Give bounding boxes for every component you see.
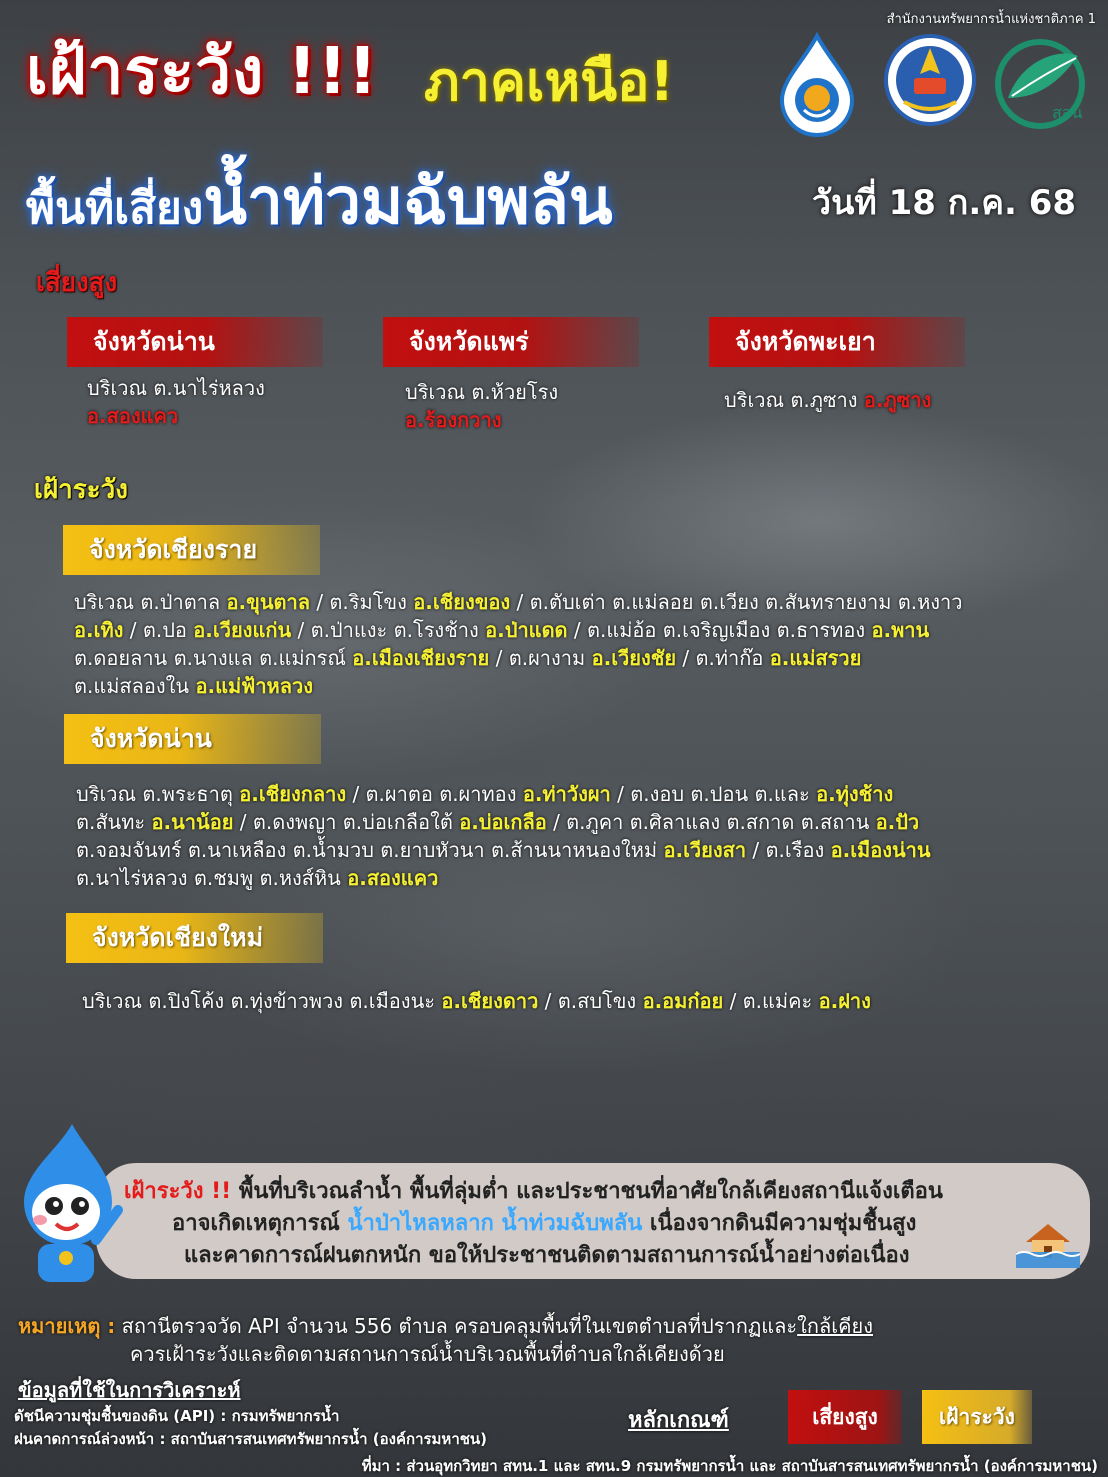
data-used-heading: ข้อมูลที่ใช้ในการวิเคราะห์ — [18, 1378, 241, 1402]
district-name: อ.เมืองน่าน — [830, 838, 931, 862]
subdistrict-text: / ต.งอบ ต.ปอน ต.และ — [610, 782, 817, 806]
title-area-main: น้ำท่วมฉับพลัน — [203, 165, 613, 239]
subdistrict-text: บริเวณ ต.ปิงโค้ง ต.ทุ่งข้าวพวง ต.เมืองนะ — [82, 989, 442, 1013]
watch-area-chiangmai — [82, 987, 871, 1015]
area-line — [76, 780, 931, 808]
warning-line-2 — [124, 1208, 943, 1240]
section-high-risk-label: เสี่ยงสูง — [36, 268, 118, 298]
district-name: อ.ป่าแดด — [485, 618, 568, 642]
note-line-1: สถานีตรวจวัด API จำนวน 556 ตำบล ครอบคลุมพื้นที่ในเขตตำบลที่ปรากฏและ — [115, 1314, 798, 1338]
district-name: อ.นาน้อย — [151, 810, 234, 834]
criteria-high-risk-badge: เสี่ยงสูง — [788, 1390, 902, 1444]
flooded-house-icon — [1016, 1218, 1080, 1268]
district-name: อ.ฝาง — [818, 989, 871, 1013]
district-name: อ.บ่อเกลือ — [459, 810, 547, 834]
district-name: อ.เวียงชัย — [591, 646, 677, 670]
district-name: อ.ทุ่งช้าง — [816, 782, 894, 806]
subdistrict-text: / ต.ป่าแงะ ต.โรงช้าง — [291, 618, 486, 642]
district-name: อ.เชียงของ — [413, 590, 511, 614]
subdistrict-text: / ต.ริมโขง — [309, 590, 414, 614]
watch-province-chiangrai: จังหวัดเชียงราย — [63, 525, 320, 575]
district-name: อ.แม่สรวย — [769, 646, 862, 670]
area-line — [74, 644, 963, 672]
district-name: อ.สองแคว — [347, 866, 439, 890]
water-drop-emblem-icon — [776, 32, 858, 138]
district-name: อ.พาน — [871, 618, 930, 642]
data-used-list — [14, 1405, 487, 1451]
warning-title: เฝ้าระวัง !! — [124, 1179, 232, 1204]
district-name: อ.เมืองเชียงราย — [352, 646, 490, 670]
area-line — [76, 836, 931, 864]
area-subdistrict: บริเวณ ต.ภูซาง — [724, 388, 858, 412]
title-area-prefix: พื้นที่เสี่ยง — [26, 183, 204, 234]
warning-highlight: น้ำป่าไหลหลาก น้ำท่วมฉับพลัน — [347, 1211, 643, 1236]
department-of-water-resources-emblem-icon — [884, 30, 976, 130]
organization-name: สำนักงานทรัพยากรน้ำแห่งชาติภาค 1 — [886, 12, 1096, 27]
title-region: ภาคเหนือ! — [424, 50, 675, 113]
area-subdistrict: บริเวณ ต.นาไร่หลวง — [87, 376, 265, 400]
data-used-item: ดัชนีความชุ่มชื้นของดิน (API) : กรมทรัพยากรน้ำ — [14, 1407, 340, 1425]
watch-province-nan: จังหวัดน่าน — [64, 714, 321, 764]
district-name: อ.เทิง — [74, 618, 124, 642]
high-risk-area-nan — [87, 374, 265, 430]
section-watch-label: เฝ้าระวัง — [34, 475, 128, 505]
warning-line-1-text: พื้นที่บริเวณลำน้ำ พื้นที่ลุ่มต่ำ และประชาชนที่อาศัยใกล้เคียงสถานีแจ้งเตือน — [231, 1179, 943, 1204]
area-line — [74, 588, 963, 616]
warning-line-3: และคาดการณ์ฝนตกหนัก ขอให้ประชาชนติดตามสถานการณ์น้ำอย่างต่อเนื่อง — [184, 1243, 910, 1268]
district-name: อ.อมก๋อย — [642, 989, 724, 1013]
district-name: อ.เชียงดาว — [441, 989, 539, 1013]
warning-line-1 — [124, 1176, 943, 1208]
hii-logo-text: สสน — [1052, 103, 1083, 122]
high-risk-province-phayao: จังหวัดพะเยา — [709, 317, 965, 367]
subdistrict-text: / ต.ตับเต่า ต.แม่ลอย ต.เวียง ต.สันทรายงาม ต.หงาว — [510, 590, 963, 614]
hii-leaf-logo-icon — [992, 38, 1088, 130]
district-name: อ.เวียงสา — [663, 838, 747, 862]
subdistrict-text: / ต.ผาตอ ต.ผาทอง — [346, 782, 523, 806]
high-risk-province-nan: จังหวัดน่าน — [67, 317, 323, 367]
criteria-heading: หลักเกณฑ์ — [628, 1408, 729, 1433]
subdistrict-text: ต.สันทะ — [76, 810, 152, 834]
high-risk-area-phayao — [724, 386, 931, 414]
note-line-2: ควรเฝ้าระวังและติดตามสถานการณ์น้ำบริเวณพื้นที่ตำบลใกล้เคียงด้วย — [130, 1342, 725, 1366]
warning-text — [124, 1176, 943, 1272]
subdistrict-text: ต.ดอยลาน ต.นางแล ต.แม่กรณ์ — [74, 646, 353, 670]
district-name: อ.ขุนตาล — [226, 590, 310, 614]
subdistrict-text: บริเวณ ต.ป่าตาล — [74, 590, 227, 614]
district-name: อ.เวียงแก่น — [193, 618, 292, 642]
subdistrict-text: / ต.เรือง — [746, 838, 831, 862]
report-date: วันที่ 18 ก.ค. 68 — [812, 183, 1077, 223]
high-risk-province-phrae: จังหวัดแพร่ — [383, 317, 639, 367]
note-label: หมายเหตุ : — [18, 1314, 116, 1338]
warning-line-2-pre: อาจเกิดเหตุการณ์ — [172, 1211, 348, 1236]
subdistrict-text: / ต.ผางาม — [489, 646, 592, 670]
subdistrict-text: ต.นาไร่หลวง ต.ชมพู ต.หงส์หิน — [76, 866, 348, 890]
watch-province-chiangmai: จังหวัดเชียงใหม่ — [66, 913, 323, 963]
subdistrict-text: / ต.ท่าก๊อ — [676, 646, 770, 670]
district-name: อ.ท่าวังผา — [522, 782, 611, 806]
subdistrict-text: / ต.ปอ — [123, 618, 194, 642]
area-district: อ.สองแคว — [87, 404, 179, 428]
area-subdistrict: บริเวณ ต.ห้วยโรง — [405, 380, 559, 404]
subdistrict-text: / ต.ดงพญา ต.บ่อเกลือใต้ — [233, 810, 460, 834]
source-credit: ที่มา : ส่วนอุทกวิทยา สทน.1 และ สทน.9 กรมทรัพยากรน้ำ และ สถาบันสารสนเทศทรัพยากรน้ำ (องค์การมหาชน) — [361, 1457, 1098, 1475]
subdistrict-text: / ต.แม่อ้อ ต.เจริญเมือง ต.ธารทอง — [567, 618, 872, 642]
criteria-watch-badge: เฝ้าระวัง — [922, 1390, 1032, 1444]
district-name: อ.เชียงกลาง — [239, 782, 347, 806]
warning-line-2-post: เนื่องจากดินมีความชุ่มชื้นสูง — [642, 1211, 917, 1236]
area-line — [82, 987, 871, 1015]
subdistrict-text: / ต.ภูคา ต.ศิลาแลง ต.สกาด ต.สถาน — [546, 810, 876, 834]
area-line — [74, 616, 963, 644]
watch-area-nan — [76, 780, 931, 892]
title-warning: เฝ้าระวัง !!! — [26, 35, 379, 109]
subdistrict-text: บริเวณ ต.พระธาตุ — [76, 782, 240, 806]
water-drop-mascot-icon — [0, 1120, 132, 1288]
subdistrict-text: ต.จอมจันทร์ ต.นาเหลือง ต.น้ำมวบ ต.ยาบหัวนา ต.ส้านนาหนองใหม่ — [76, 838, 664, 862]
area-district: อ.ร้องกวาง — [405, 408, 502, 432]
note — [18, 1312, 873, 1368]
area-district: อ.ภูซาง — [863, 388, 932, 412]
district-name: อ.ปัว — [875, 810, 920, 834]
note-underline-word: ใกล้เคียง — [797, 1314, 873, 1338]
title-flash-flood-area — [26, 150, 613, 252]
area-line — [74, 672, 963, 700]
subdistrict-text: / ต.สบโขง — [538, 989, 643, 1013]
watch-area-chiangrai — [74, 588, 963, 700]
high-risk-area-phrae — [405, 378, 558, 434]
data-used-item: ฝนคาดการณ์ล่วงหน้า : สถาบันสารสนเทศทรัพยากรน้ำ (องค์การมหาชน) — [14, 1430, 488, 1448]
subdistrict-text: / ต.แม่คะ — [723, 989, 819, 1013]
district-name: อ.แม่ฟ้าหลวง — [195, 674, 313, 698]
area-line — [76, 864, 931, 892]
subdistrict-text: ต.แม่สลองใน — [74, 674, 196, 698]
area-line — [76, 808, 931, 836]
